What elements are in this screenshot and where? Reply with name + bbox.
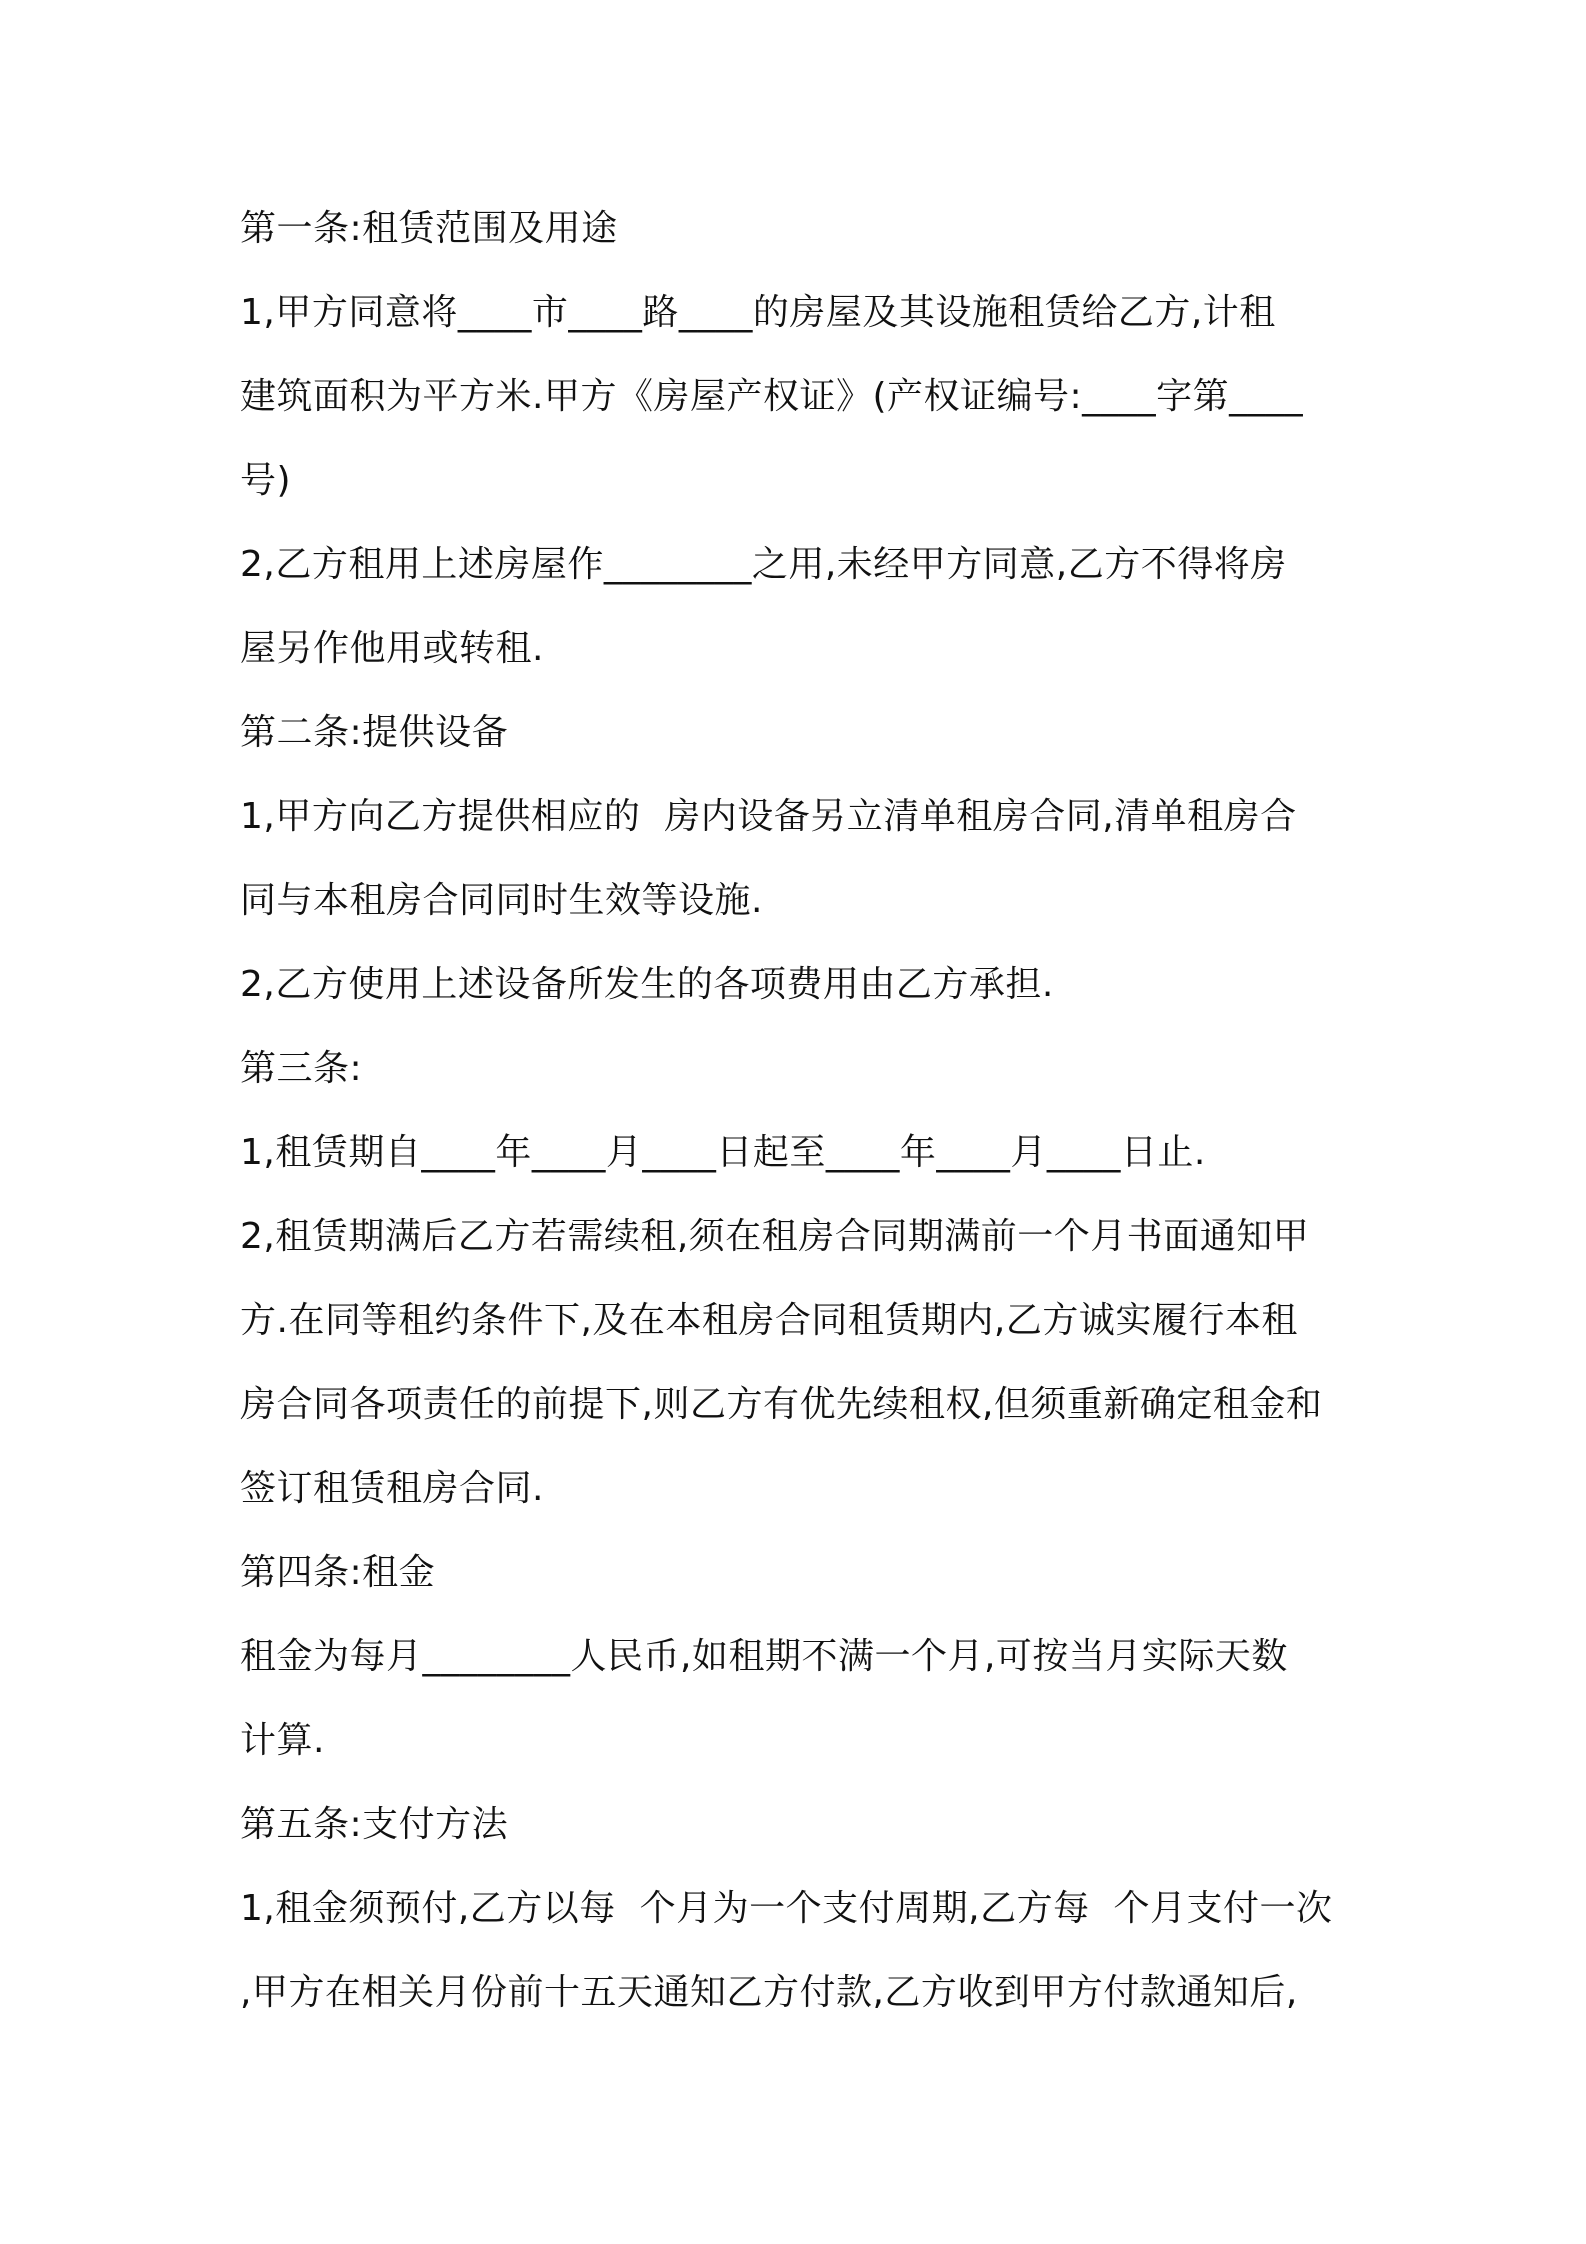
text-line: 计算. [240, 1720, 325, 1761]
article-3-heading: 第三条: [240, 1048, 363, 1089]
text-line: ,甲方在相关月份前十五天通知乙方付款,乙方收到甲方付款通知后, [240, 1972, 1298, 2013]
article-4-heading: 第四条:租金 [240, 1552, 436, 1593]
text-line: 签订租赁租房合同. [240, 1468, 544, 1509]
article-1-heading: 第一条:租赁范围及用途 [240, 208, 618, 249]
article-5-heading: 第五条:支付方法 [240, 1804, 509, 1845]
text-line: 房合同各项责任的前提下,则乙方有优先续租权,但须重新确定租金和 [240, 1384, 1323, 1425]
text-line: 租金为每月________人民币,如租期不满一个月,可按当月实际天数 [240, 1636, 1288, 1677]
text-line: 建筑面积为平方米.甲方《房屋产权证》(产权证编号:____字第____ [240, 376, 1304, 417]
text-line: 2,乙方租用上述房屋作________之用,未经甲方同意,乙方不得将房 [240, 544, 1287, 585]
text-line: 1,甲方同意将____市____路____的房屋及其设施租赁给乙方,计租 [240, 292, 1276, 333]
text-line: 1,租金须预付,乙方以每 个月为一个支付周期,乙方每 个月支付一次 [240, 1888, 1333, 1929]
text-line: 1,租赁期自____年____月____日起至____年____月____日止. [240, 1132, 1206, 1173]
text-line: 2,乙方使用上述设备所发生的各项费用由乙方承担. [240, 964, 1054, 1005]
text-line: 方.在同等租约条件下,及在本租房合同租赁期内,乙方诚实履行本租 [240, 1300, 1298, 1341]
text-line: 1,甲方向乙方提供相应的 房内设备另立清单租房合同,清单租房合 [240, 796, 1297, 837]
text-line: 号) [240, 460, 292, 501]
text-line: 屋另作他用或转租. [240, 628, 544, 669]
article-2-heading: 第二条:提供设备 [240, 712, 509, 753]
text-line: 同与本租房合同同时生效等设施. [240, 880, 763, 921]
text-line: 2,租赁期满后乙方若需续租,须在租房合同期满前一个月书面通知甲 [240, 1216, 1310, 1257]
